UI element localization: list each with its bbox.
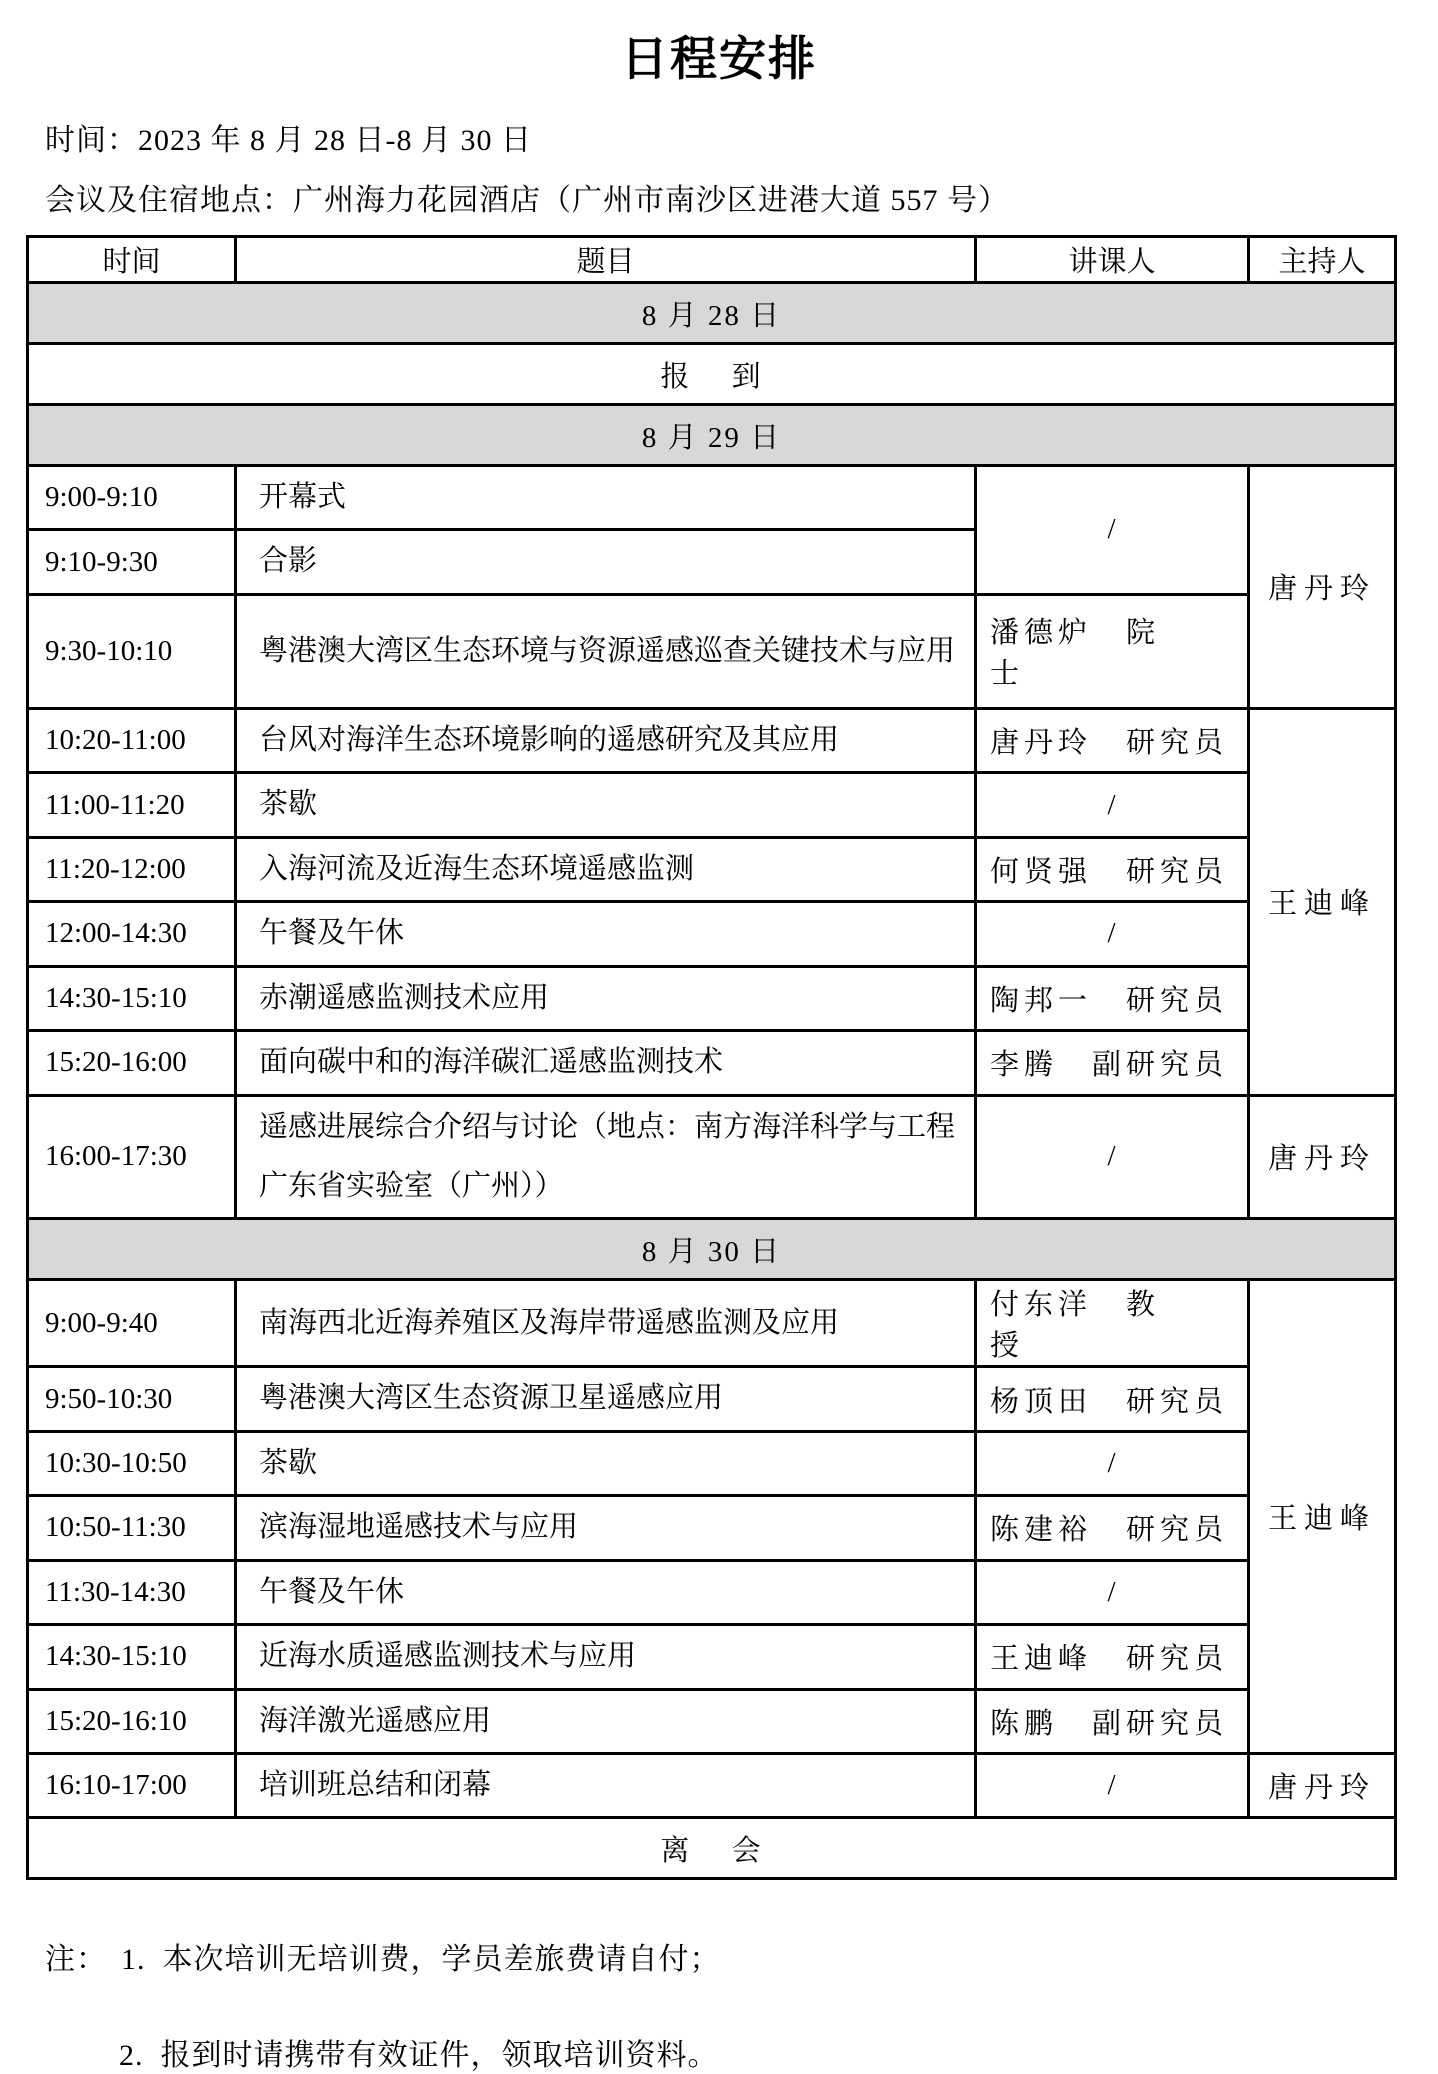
header-lecturer: 讲课人 bbox=[976, 237, 1249, 283]
session-row bbox=[28, 1280, 1396, 1367]
departure-row bbox=[28, 1818, 1396, 1879]
session-row bbox=[28, 837, 1396, 901]
session-row bbox=[28, 1496, 1396, 1560]
lecturer-cell: / bbox=[976, 773, 1249, 837]
topic-cell: 茶歇 bbox=[236, 1431, 976, 1495]
host-cell: 唐丹玲 bbox=[1249, 466, 1396, 709]
checkin-row bbox=[28, 344, 1396, 405]
session-row bbox=[28, 1560, 1396, 1624]
note-prefix: 注： bbox=[45, 1943, 107, 1977]
time-cell: 16:00-17:30 bbox=[28, 1095, 236, 1219]
session-row bbox=[28, 1431, 1396, 1495]
header-topic: 题目 bbox=[236, 237, 976, 283]
checkin-cell: 报 到 bbox=[28, 344, 1396, 405]
date-banner: 8 月 30 日 bbox=[28, 1219, 1396, 1280]
time-cell: 9:00-9:10 bbox=[28, 466, 236, 530]
topic-cell: 海洋激光遥感应用 bbox=[236, 1689, 976, 1753]
note-line-1 bbox=[45, 1934, 1438, 1978]
time-cell: 9:30-10:10 bbox=[28, 594, 236, 708]
topic-cell: 午餐及午休 bbox=[236, 902, 976, 966]
meta-time-line: 时间：2023 年 8 月 28 日-8 月 30 日 bbox=[45, 124, 532, 157]
time-cell: 10:50-11:30 bbox=[28, 1496, 236, 1560]
host-cell: 王迪峰 bbox=[1249, 1280, 1396, 1754]
time-cell: 15:20-16:00 bbox=[28, 1031, 236, 1095]
host-cell: 王迪峰 bbox=[1249, 708, 1396, 1095]
session-row bbox=[28, 1031, 1396, 1095]
lecturer-cell: 唐丹玲 研究员 bbox=[976, 708, 1249, 772]
date-banner: 8 月 28 日 bbox=[28, 283, 1396, 344]
topic-cell: 赤潮遥感监测技术应用 bbox=[236, 966, 976, 1030]
lecturer-cell: 付东洋 教 授 bbox=[976, 1280, 1249, 1367]
date-banner-row bbox=[28, 1219, 1396, 1280]
topic-cell: 遥感进展综合介绍与讨论（地点：南方海洋科学与工程广东省实验室（广州）） bbox=[236, 1095, 976, 1219]
session-row bbox=[28, 1367, 1396, 1431]
time-cell: 14:30-15:10 bbox=[28, 966, 236, 1030]
topic-cell: 滨海湿地遥感技术与应用 bbox=[236, 1496, 976, 1560]
date-banner-row bbox=[28, 405, 1396, 466]
session-row bbox=[28, 594, 1396, 708]
page-title: 日程安排 bbox=[621, 34, 817, 86]
time-cell: 11:30-14:30 bbox=[28, 1560, 236, 1624]
header-host: 主持人 bbox=[1249, 237, 1396, 283]
topic-cell: 台风对海洋生态环境影响的遥感研究及其应用 bbox=[236, 708, 976, 772]
lecturer-cell: 王迪峰 研究员 bbox=[976, 1625, 1249, 1689]
session-row bbox=[28, 1095, 1396, 1219]
header-time: 时间 bbox=[28, 237, 236, 283]
topic-cell: 面向碳中和的海洋碳汇遥感监测技术 bbox=[236, 1031, 976, 1095]
lecturer-cell: / bbox=[976, 1560, 1249, 1624]
lecturer-cell: / bbox=[976, 902, 1249, 966]
host-cell: 唐丹玲 bbox=[1249, 1754, 1396, 1818]
time-cell: 10:30-10:50 bbox=[28, 1431, 236, 1495]
lecturer-cell: 潘德炉 院 士 bbox=[976, 594, 1249, 708]
topic-cell: 午餐及午休 bbox=[236, 1560, 976, 1624]
session-row bbox=[28, 773, 1396, 837]
date-banner-row bbox=[28, 283, 1396, 344]
topic-cell: 粤港澳大湾区生态资源卫星遥感应用 bbox=[236, 1367, 976, 1431]
time-cell: 9:00-9:40 bbox=[28, 1280, 236, 1367]
lecturer-cell: 陶邦一 研究员 bbox=[976, 966, 1249, 1030]
topic-cell: 近海水质遥感监测技术与应用 bbox=[236, 1625, 976, 1689]
session-row bbox=[28, 966, 1396, 1030]
time-cell: 16:10-17:00 bbox=[28, 1754, 236, 1818]
schedule-table bbox=[26, 235, 1397, 1880]
lecturer-cell: 陈建裕 研究员 bbox=[976, 1496, 1249, 1560]
note-text: 1. 本次培训无培训费，学员差旅费请自付； bbox=[121, 1943, 721, 1977]
topic-cell: 茶歇 bbox=[236, 773, 976, 837]
lecturer-cell: / bbox=[976, 1754, 1249, 1818]
topic-cell: 南海西北近海养殖区及海岸带遥感监测及应用 bbox=[236, 1280, 976, 1367]
time-cell: 11:00-11:20 bbox=[28, 773, 236, 837]
lecturer-cell: / bbox=[976, 1095, 1249, 1219]
time-cell: 15:20-16:10 bbox=[28, 1689, 236, 1753]
host-cell: 唐丹玲 bbox=[1249, 1095, 1396, 1219]
topic-cell: 开幕式 bbox=[236, 466, 976, 530]
session-row bbox=[28, 1689, 1396, 1753]
topic-cell: 培训班总结和闭幕 bbox=[236, 1754, 976, 1818]
time-cell: 9:10-9:30 bbox=[28, 530, 236, 594]
lecturer-cell: / bbox=[976, 466, 1249, 595]
lecturer-cell: 陈鹏 副研究员 bbox=[976, 1689, 1249, 1753]
note-line-2 bbox=[45, 2030, 1438, 2074]
session-row bbox=[28, 466, 1396, 530]
notes-section bbox=[45, 1934, 1438, 2074]
time-cell: 14:30-15:10 bbox=[28, 1625, 236, 1689]
session-row bbox=[28, 1754, 1396, 1818]
time-cell: 9:50-10:30 bbox=[28, 1367, 236, 1431]
time-cell: 12:00-14:30 bbox=[28, 902, 236, 966]
date-banner: 8 月 29 日 bbox=[28, 405, 1396, 466]
lecturer-cell: 李腾 副研究员 bbox=[976, 1031, 1249, 1095]
lecturer-cell: 何贤强 研究员 bbox=[976, 837, 1249, 901]
topic-cell: 粤港澳大湾区生态环境与资源遥感巡查关键技术与应用 bbox=[236, 594, 976, 708]
note-text: 2. 报到时请携带有效证件，领取培训资料。 bbox=[119, 2039, 719, 2073]
session-row bbox=[28, 902, 1396, 966]
time-cell: 11:20-12:00 bbox=[28, 837, 236, 901]
lecturer-cell: 杨顶田 研究员 bbox=[976, 1367, 1249, 1431]
session-row bbox=[28, 1625, 1396, 1689]
time-cell: 10:20-11:00 bbox=[28, 708, 236, 772]
topic-cell: 入海河流及近海生态环境遥感监测 bbox=[236, 837, 976, 901]
topic-cell: 合影 bbox=[236, 530, 976, 594]
meta-venue-line: 会议及住宿地点：广州海力花园酒店（广州市南沙区进港大道 557 号） bbox=[45, 184, 1009, 217]
table-header-row bbox=[28, 237, 1396, 283]
lecturer-cell: / bbox=[976, 1431, 1249, 1495]
departure-cell: 离 会 bbox=[28, 1818, 1396, 1879]
session-row bbox=[28, 708, 1396, 772]
